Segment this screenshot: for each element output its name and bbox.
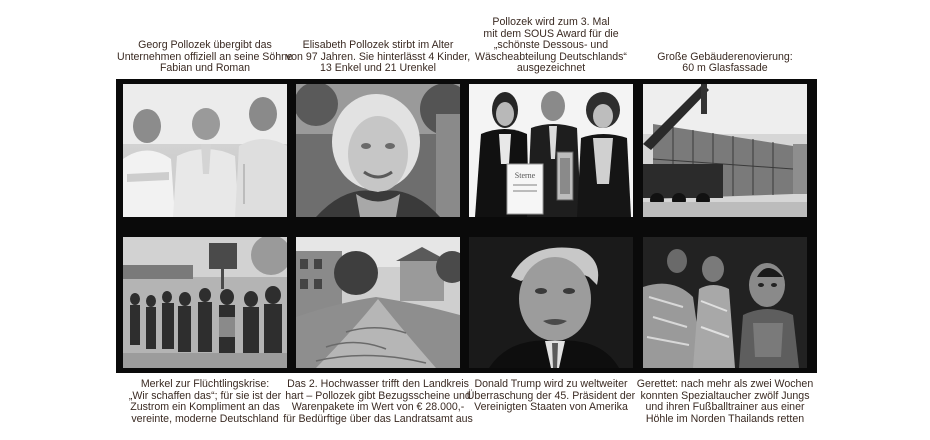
photo-2015-pollozek-brothers	[123, 84, 287, 217]
caption-2015-company: Georg Pollozek übergibt das Unternehmen offiziell an seine Söhne Fabian und Roman	[117, 39, 293, 75]
caption-2016-company: Elisabeth Pollozek stirbt im Alter von 97 Jahren. Sie hinterlässt 4 Kinder, 13 Enkel und 21 Urenkel	[285, 39, 471, 75]
caption-2016-world: Das 2. Hochwasser trifft den Landkreis hart – Pollozek gibt Bezugsscheine und Warenpakete im Wert von € 28.000,- für Bedürftige über das Landratsamt aus	[283, 378, 473, 425]
photo-2018-building-renovation	[643, 84, 807, 217]
caption-2017-company: Pollozek wird zum 3. Mal mit dem SOUS Award für die „schönste Dessous- und Wäscheabteilung Deutschlands“ ausgezeichnet	[475, 16, 627, 75]
photo-2015-refugee-crisis	[123, 237, 287, 368]
photo-2016-elisabeth-pollozek	[296, 84, 460, 217]
photo-2017-sous-award	[469, 84, 633, 217]
caption-2017-world: Donald Trump wird zu weltweiter Überraschung der 45. Präsident der Vereinigten Staaten von Amerika	[466, 378, 636, 414]
photo-2018-thai-cave-rescue	[643, 237, 807, 368]
caption-2018-world: Gerettet: nach mehr als zwei Wochen konnten Spezialtaucher zwölf Jungs und ihren Fußballtrainer aus einer Höhle im Norden Thailands retten	[636, 378, 814, 425]
photo-timeline-strip	[116, 79, 817, 373]
certificate-text: Sterne	[514, 171, 536, 180]
photo-2016-flood	[296, 237, 460, 368]
caption-2015-world: Merkel zur Flüchtlingskrise: „Wir schaffen das“; für sie ist der Zustrom ein Kompliment an das vereinte, moderne Deutschland	[128, 378, 282, 425]
caption-2018-company: Große Gebäuderenovierung: 60 m Glasfassade	[657, 50, 793, 75]
photo-2017-donald-trump	[469, 237, 633, 368]
